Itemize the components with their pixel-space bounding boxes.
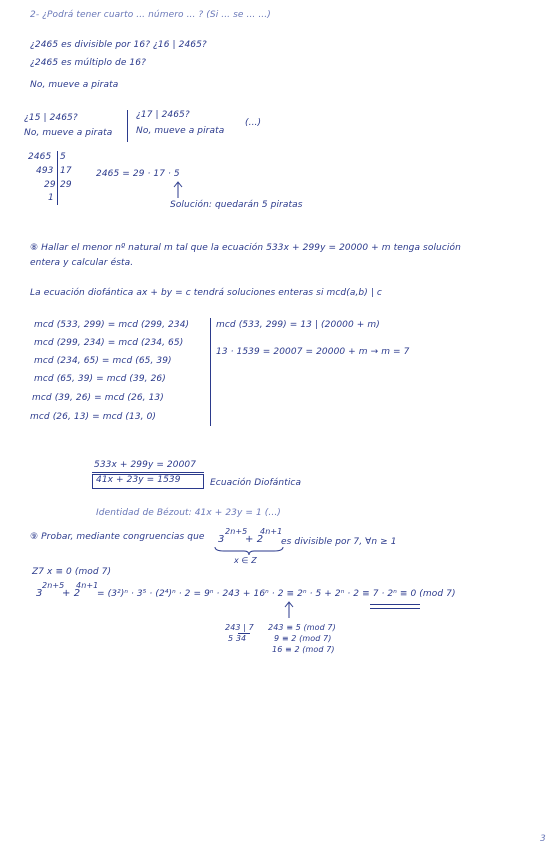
congruence-9: 9 ≡ 2 (mod 7) [274, 634, 332, 643]
equation-original: 533x + 299y = 20007 [94, 460, 197, 470]
gcd-step-5: mcd (39, 26) = mcd (26, 13) [32, 393, 164, 403]
equation-reduced: 41x + 23y = 1539 [96, 475, 181, 485]
proof-base-3: 3 [36, 588, 43, 599]
factor-dividend-2: 493 [36, 166, 54, 176]
question-divisible-15: ¿15 | 2465? [24, 113, 78, 123]
ellipsis: (...) [245, 118, 262, 128]
exercise-2-title: 2- ¿Podrá tener cuarto ... número ... ? (Si ... se ... ...) [30, 10, 271, 20]
solution-pirates: Solución: quedarán 5 piratas [170, 200, 303, 210]
factor-divisor-2: 17 [60, 166, 72, 176]
gcd-result: mcd (533, 299) = 13 | (20000 + m) [216, 320, 380, 330]
ex9-exp-2: 4n+1 [260, 527, 283, 536]
page-number: 3 [540, 834, 546, 844]
arrow-up-icon [173, 180, 183, 200]
division-243-7: 243 | 7 [225, 623, 254, 632]
gcd-step-3: mcd (234, 65) = mcd (65, 39) [34, 356, 172, 366]
question-divisible-17: ¿17 | 2465? [136, 110, 190, 120]
answer-16: No, mueve a pirata [30, 80, 119, 90]
diophantine-condition: La ecuación diofántica ax + by = c tendrá soluciones enteras si mcd(a,b) | c [30, 288, 382, 298]
factor-dividend-4: 1 [48, 193, 54, 203]
factor-divisor-3: 29 [60, 180, 72, 190]
proof-exp-3: 2n+5 [42, 581, 65, 590]
division-bar [238, 633, 250, 634]
answer-15: No, mueve a pirata [24, 128, 113, 138]
factor-bar [57, 151, 58, 205]
arrow-up-icon [284, 600, 294, 620]
division-quotient: 5 34 [228, 634, 247, 643]
gcd-step-6: mcd (26, 13) = mcd (13, 0) [30, 412, 157, 422]
congruence-16: 16 ≡ 2 (mod 7) [272, 645, 335, 654]
congruence-243: 243 ≡ 5 (mod 7) [268, 623, 336, 632]
factor-dividend-3: 29 [44, 180, 56, 190]
factor-dividend-1: 2465 [28, 152, 52, 162]
question-multiple-16: ¿2465 es múltiplo de 16? [30, 58, 146, 68]
gcd-step-2: mcd (299, 234) = mcd (234, 65) [34, 338, 184, 348]
ex9-set: x ∈ Z [234, 556, 257, 565]
gcd-step-4: mcd (65, 39) = mcd (39, 26) [34, 374, 166, 384]
proof-chain: = (3²)ⁿ · 3⁵ · (2⁴)ⁿ · 2 = 9ⁿ · 243 + 16ⁿ · 2 ≡ 2ⁿ · 5 + 2ⁿ · 2 ≡ 7 · 2ⁿ ≡ 0 (mod 7) [97, 589, 456, 599]
exercise-9-statement: ⑨ Probar, mediante congruencias que [30, 532, 205, 542]
z7-statement: Z7 x ≡ 0 (mod 7) [32, 567, 112, 577]
ex9-exp-3: 2n+5 [225, 527, 248, 536]
factor-divisor-1: 5 [60, 152, 66, 162]
m-result: 13 · 1539 = 20007 = 20000 + m → m = 7 [216, 347, 410, 357]
ex9-base-3: 3 [218, 534, 225, 545]
equation-underline [92, 472, 204, 473]
proof-plus-2: + 2 [62, 588, 81, 599]
exercise-8-statement-2: entera y calcular ésta. [30, 258, 134, 268]
brace-icon [214, 546, 284, 556]
ex9-plus-2: + 2 [245, 534, 264, 545]
ex9-claim: es divisible por 7, ∀n ≥ 1 [281, 537, 397, 547]
proof-underline-2 [370, 608, 420, 609]
question-divisible-16: ¿2465 es divisible por 16? ¿16 | 2465? [30, 40, 207, 50]
gcd-divider [210, 318, 211, 426]
proof-exp-2: 4n+1 [76, 581, 99, 590]
exercise-8-statement: ⑧ Hallar el menor nº natural m tal que la ecuación 533x + 299y = 20000 + m tenga solución [30, 243, 461, 253]
equation-label: Ecuación Diofántica [210, 478, 302, 488]
bezout-identity: Identidad de Bézout: 41x + 23y = 1 (...) [96, 508, 281, 518]
proof-underline-1 [370, 604, 420, 605]
gcd-step-1: mcd (533, 299) = mcd (299, 234) [34, 320, 190, 330]
divider [127, 110, 128, 142]
answer-17: No, mueve a pirata [136, 126, 225, 136]
factor-result: 2465 = 29 · 17 · 5 [96, 169, 180, 179]
